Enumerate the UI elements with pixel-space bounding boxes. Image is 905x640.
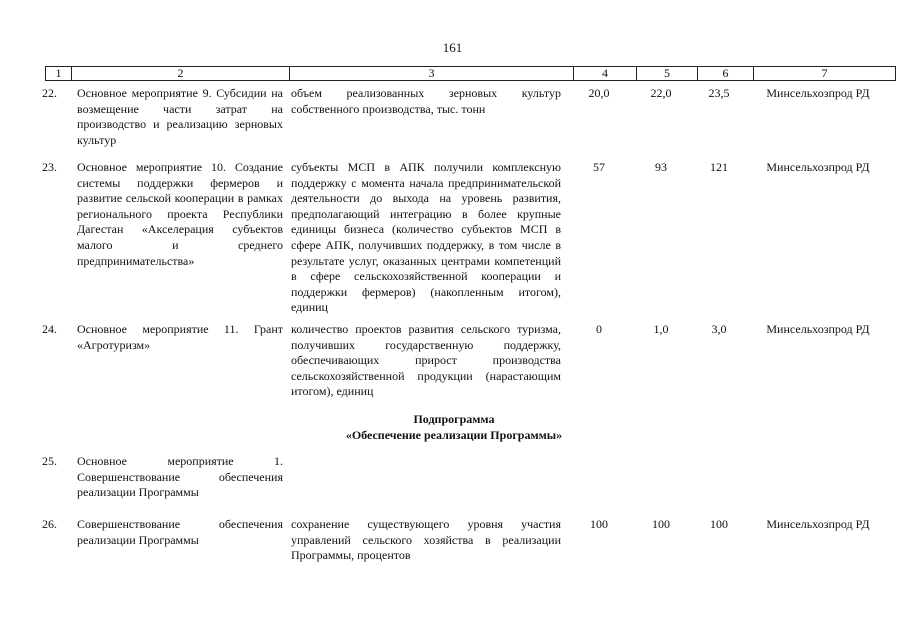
value-col-5: 93 — [655, 160, 667, 174]
measure-text: Основное мероприятие 11. Грант «Агротуризм» — [77, 322, 283, 352]
subprogram-name: «Обеспечение реализации Программы» — [345, 427, 563, 442]
measure-text: Основное мероприятие 10. Создание системы поддержки фермеров и развитие сельской кооперации в рамках регионального проекта Республики Дагестан «Акселерация субъектов малого и среднего предпринимательства» — [77, 160, 283, 268]
value-col-4: 100 — [590, 517, 608, 531]
header-col-4: 4 — [574, 67, 637, 81]
row-number: 24. — [42, 322, 57, 336]
executor-text: Минсельхозпрод РД — [766, 160, 870, 174]
indicator-text: количество проектов развития сельского туризма, получивших государственную поддержку, обеспечивающих прирост производства сельскохозяйственной продукции (нарастающим итогом), единиц — [291, 322, 561, 399]
header-col-7: 7 — [754, 67, 896, 81]
executor-text: Минсельхозпрод РД — [766, 322, 870, 336]
value-col-6: 100 — [710, 517, 728, 531]
column-number-header — [45, 66, 896, 81]
indicator-text: субъекты МСП в АПК получили комплексную поддержку с момента начала предпринимательской деятельности до выхода на уровень развития, предполагающий интеграцию в более крупные единицы бизнеса (количество субъектов МСП в сфере АПК, получивших поддержку, в том числе в результате услуг, оказанных центрами компетенций в сфере сельскохозяйственной кооперации и поддержки фермеров) (накопленным итогом), единиц — [291, 160, 561, 315]
measure-text: Совершенствование обеспечения реализации Программы — [77, 517, 283, 547]
value-col-4: 20,0 — [588, 86, 610, 100]
header-col-3: 3 — [290, 67, 574, 81]
value-col-4: 57 — [593, 160, 605, 174]
page-number: 161 — [442, 40, 463, 55]
measure-text: Основное мероприятие 9. Субсидии на возмещение части затрат на производство и реализацию зерновых культур — [77, 86, 283, 147]
subprogram-title: Подпрограмма — [413, 412, 495, 426]
row-number: 26. — [42, 517, 57, 531]
indicator-text: объем реализованных зерновых культур собственного производства, тыс. тонн — [291, 86, 561, 116]
value-col-5: 100 — [652, 517, 670, 531]
value-col-6: 3,0 — [711, 322, 727, 336]
subprogram-heading — [291, 412, 617, 443]
value-col-6: 121 — [710, 160, 728, 174]
indicator-text: сохранение существующего уровня участия управлений сельского хозяйства в реализации Программы, процентов — [291, 517, 561, 563]
executor-text: Минсельхозпрод РД — [766, 86, 870, 100]
row-number: 23. — [42, 160, 57, 174]
header-col-1: 1 — [46, 67, 72, 81]
value-col-6: 23,5 — [708, 86, 730, 100]
header-col-2: 2 — [72, 67, 290, 81]
value-col-5: 22,0 — [650, 86, 672, 100]
header-row — [46, 67, 896, 81]
row-number: 22. — [42, 86, 57, 100]
row-number: 25. — [42, 454, 57, 468]
header-col-5: 5 — [637, 67, 698, 81]
value-col-5: 1,0 — [653, 322, 669, 336]
measure-text: Основное мероприятие 1. Совершенствование обеспечения реализации Программы — [77, 454, 283, 500]
header-col-6: 6 — [698, 67, 754, 81]
value-col-4: 0 — [596, 322, 602, 336]
executor-text: Минсельхозпрод РД — [766, 517, 870, 531]
